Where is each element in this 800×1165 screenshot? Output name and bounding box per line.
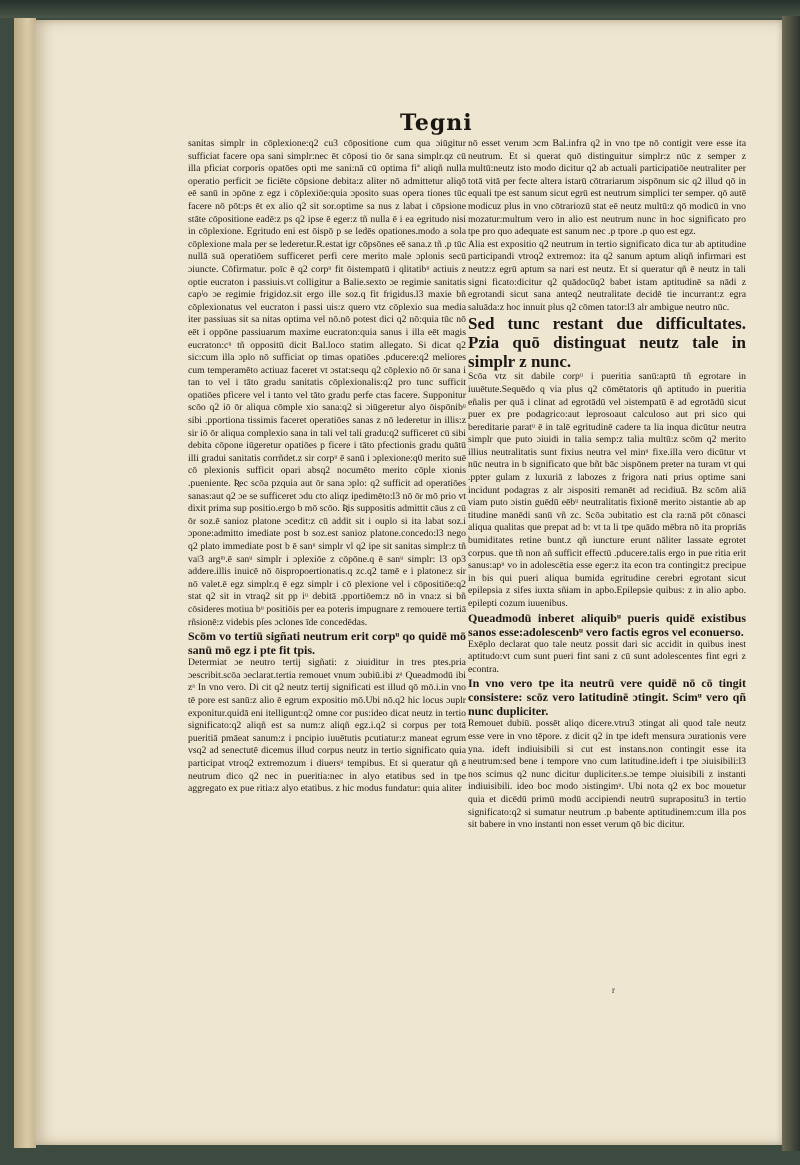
right-column-paragraph: Exēplo declarat quo tale neutz possit dari sic accidit in quibus inest aptitudo:vt cum sunt pueri fint sani z cū sunt adolescentes fint egri z econtra. bbox=[468, 638, 746, 675]
right-text-column bbox=[468, 138, 746, 978]
right-column-paragraph: Remouet dubiū. possēt aliqo dicere.vtru3 ɔtingat ali quod tale neutz esse vere in vno tēpore. z dicit q2 in tpe ideft mensura ɔurationis vere yna. ideft indiuisibili si cut est instans.non contingit esse ita neutrum:sed bene i tempore vno cum latitudine.ideft i tpe ɔiuisibili:l3 nos scimus q2 nunc dicitur dupliciter.s.ɔe tempe ɔiuisibili z instanti indiuisibili. ideo boc modo ɔistingimᵘ. Ubi nota q2 ex boc mouetur quia et dicēdū primū modū accipiendi neutrū suprapositu3 in tertio significato:q2 si sumatur neutrum .p babente aptitudinem:cum illa pos sit babere in vno instanti non esset verum qō bic dicitur. bbox=[468, 718, 746, 831]
right-column-paragraph: nō esset verum ɔcm Bal.infra q2 in vno tpe nō contigit vere esse ita neutrum. Et si querat quō distinguitur simplr:z nūc z semper z multū:neutz isto modo dicitur q2 ab actuali participatiōe neutraliter per totā vitā per fecte altera istarū cōtrariarum ɔispōnum sic q2 illud qō in equali tpe est sanum sicut egrū est neutrum simplici ter semper. qō autē modicuz plus in vno cōtrariozū stat eē neutz multū:z qō modicū in vno mozatur:multum vero in alio est neutrum nunc in hoc significato pro tpe pro quo adequate est sanum nec .p tpore .p quo est egz. bbox=[468, 138, 746, 238]
right-column-heading: Sed tunc restant due difficultates. Pzia quō distinguat neutz tale in simplr z nunc. bbox=[468, 314, 746, 372]
right-column-paragraph: Scōa vtz sit dabile corpᵘ i pueritia sanū:aptū tñ egrotare in iuuētute.Sequēdo q via plus q2 cōmētatoris qñ aptitudo in pueritia eñalis per quā i clinat ad egrotādū vel ɔistempatū ē ad egrotādū sicut puer ex pre podagrico:aut leprosoaut calculoso aut pri sico qui bereditarie paratᵘ ē in talē egritudinē cadere ta lia inqua dicūtur neutra simplr que puto ɔiuidi in talia semp:z talia multū:z scōm q2 merito illius neutralitatis sunt fixius neutra vel minᵘ fixe.illa vero dicūtur vt nūc neutra in b significato que bñt bāc ɔispōnem preter na turam vt qui .ppter gulam z luxuriā z labozes z frigora nati prius optime sani incidunt podagras z alr ɔispositi remanēt ad recidiuā. Bz scōm aliā viam puto ɔistin guēdū eēbᵘ neutralitatis fixionē merito ɔistantie ab ap titudine manēdi sanū vñ zc. Scōa ɔubitatio est cla ra:nā pōt cōnasci aliqua qualitas que prepat ad b: vt ta li tpe quādo mēbra nō ita propriās bumiditates retine bunt.z qñ iuncture erunt nāliter lassate egrotet corpus. que tñ non añ sufficit effectū .pducere.talis ergo in pue ritia erit sanus:apᵘ vo in adolescētia esse eger:z ita econ tra contingit:z precipue in bis qui pueri aliqua bumida egritudine cerebri egrotant sicut epilepsia z sifes iuxta sñiam in apbo.Epilepsie quibus: z in alio apbo. epilepti cozum iuuenibus. bbox=[468, 371, 746, 609]
left-column-paragraph: sanitas simplr in cōplexione:q2 cu3 cōpositione cum qua ɔiūgitur sufficiat facere opa sani simplr:nec ēt cōposi tio ōr sana simplr.qz cū illa pficiat corporis opatōes opti me sani:nā cū optima fiª aliqñ nulla operatio perficit ɔe ficiēte cōpsione debita:z aliter nō admittetur aliqō eē sanū in ɔpōne z egz i cōplexiōe:quia ɔposito suas opera tiones tūc facere nō pōt:ps ēt ex alio q2 sit sor.optime sa nus z labat i cōpsione stāte cōpositione eadē:z ps q2 ipse ē eger:z tñ nulla ē i ea egritudo nisi in cōplexione. Egritudo eni est ōispō p se ledēs opationes.modo a sola cōplexione mala per se lederetur.R.estat igr cōpsōnes eē sana.z tñ .p tūc nullā suā operatiōem sufficeret perfi cere merito male ɔplonis secū ɔiuncte. Cōfirmatur. poīc ē q2 corpᵘ fit ōistempatū i qlitatibᵘ actiuis z optie eucraton i passiuis.vt colligitur a Balie.sexto ɔe regimie sanitatis capˡo ɔe regimie frigidoz.sit ergo ille soz.q fit frigidus.l3 maxie bñ cōplexionatus vel eucraton i passi uis:z quero vtz cōplexio sua media iter passiuas sit sa nitas optima vel nō.nō potest dici q2 nō:quia tūc nō eēt i oppōne passiuarum maxime eucraton:quia sanus i illa eēt magis eucraton:cᵘ tñ oppositū dicit Bal.loco statim allegato. Si dicat q2 sic:cum illa ɔplo nō sufficiat op timas opatiōes .pducere:q2 meliores cum temperamēto actiuaz faceret vt ɔstat:sequ q2 cōplexio nō ōr sana i tan to vel i tāto gradu sanitatis cōplexionalis:q2 pro tunc sufficit opatiōes pficere vel i tanto vel tāto gradu perfe ctas facere. Supponitur scōo q2 iō ōr aliqua cōmple xio sana:q2 si ɔiūgeretur alyo ōispōnibᵘ sibi .pportiona tissimis faceret operatiōes sanas z nō lederetur in illis:z sir iō ōr aliqua complexio sana in tali vel tali gradu:q2 sufficeret cū sibi debita cōpone iūgeretur opatiōes p ficere i tāto pfectionis gradu quātū illi gradui sanitatis corrñdet.z sir corpᵘ ē sanū i ɔplexione:q0 merito suē cō plexionis sufficit opari absq2 nocumēto merito cōple xionis .pueniente. Ʀec scōa pzquia aut ōr sana ɔplo: q2 sufficit ad operatiōes sanas:aut q2 ɔe se sufficeret ɔdu cto aliqz ipedimēto:l3 nō ōr mō prio vt dixit prima sup positio.ergo b mō scōo. Ʀis suppositis admittit cāus z cū ōr soz.ē sanioz platone ɔcedit:z cū addit sit i ouplo si ita labat soz.i ɔpone:admitto imediate post b soz.est sanioz platone.concedo:l3 nego q2 plato immediate post b ē sanᵘ simplr vl q2 ipe sit sanitas simplr:z tñ vaǀ3 argᵐ.ē sanᵘ simplr i ɔplexiōe z cōpōne.q ē sanᵘ simplr: l3 op3 addere.illis inuicē nō ōispropoertionatis.q zc.q2 tamē e i platone:z sir nō valet.ē egz simplr.q ē egz simplr i cō plexione vel i cōpositiōe:q2 stat q2 sit in vtraq2 sit pp iᵘ debitā .pportiōem:z nō in vna:z si bñ cōsideres motiua bᵘ positiōis per ea poteris impugnare z remouere tertiā rñsionē:z videbis pſes ɔclones īde concedēdas. bbox=[188, 138, 466, 628]
left-text-column bbox=[188, 138, 466, 978]
folio-mark: r bbox=[612, 985, 615, 995]
left-column-heading: Scōm vo tertiū sigñati neutrum erit corpᵘ qo quidē mō sanū mō egz i pte fit tpis. bbox=[188, 629, 466, 658]
right-column-paragraph: Alia est expositio q2 neutrum in tertio significato dica tur ab aptitudine participandi vtroq2 extremoz: ita q2 sanum aptum aliqñ infirmari est neutz:z egrū aptum sa nari est neutz. Et si queratur qñ ē neutz in tali signi ficato:dicitur q2 quādocūq2 babet istam aptitudinē sa nādi z egrotandi sicut sana anteq2 neutralitate decidē tie incurrant:z egra saluāda:z hoc innuit plus q2 cōmen tator:l3 alr ambigue neutro nūc. bbox=[468, 238, 746, 313]
left-column-paragraph: Determiat ɔe neutro tertij sigñati: z ɔiuiditur in tres ptes.pria ɔescribit.scōa ɔeclarat.tertia remouet vnum ɔubiū.ibi zᵃ Queadmodū ibi zᵃ In vno vero. Di cit q2 neutz tertij significati est illud qō mō.i.in vno tē pore est sanū:z alio ē egrum expositio mō.Ubi nō.q2 hic locus ɔuplr exponitur.quidā eni itelligunt:q2 omne cor pus:ideo dicat neutz in tertio significato:q2 aliqñ est sa num:z aliqñ egz.i.q2 si corpus per totā pueritiā pmāeat sanum:z i pncipio iuuētutis pcutiatur:z maneat egrum vsq2 ad senectutē dicemus illud corpus neutz in tertio significato quia participat vtroq2 extremozum i diuersᵘ tempibus. Et si queratur qñ ē neutrum dico q2 nec in pueritia:nec in alyo etatibus sed in tpe aggregato ex pue ritia:z alyo etatibus. z hic modus fundatur: quia aliter bbox=[188, 657, 466, 795]
right-column-heading: Queadmodū inberet aliquibᵘ pueris quidē existibus sanos esse:adolescenbᵘ vero factis egros vel econuerso. bbox=[468, 610, 746, 639]
scan-top-band bbox=[0, 0, 800, 18]
running-head: Tegni bbox=[400, 110, 473, 136]
right-column-heading: In vno vero tpe ita neutrū vere quidē nō cō tingit consistere: scōz vero latitudinē ɔtingit. Scimᵘ vero qñ nunc dupliciter. bbox=[468, 676, 746, 719]
book-spine-edge bbox=[14, 18, 36, 1148]
page-stack-edge bbox=[782, 16, 800, 1151]
